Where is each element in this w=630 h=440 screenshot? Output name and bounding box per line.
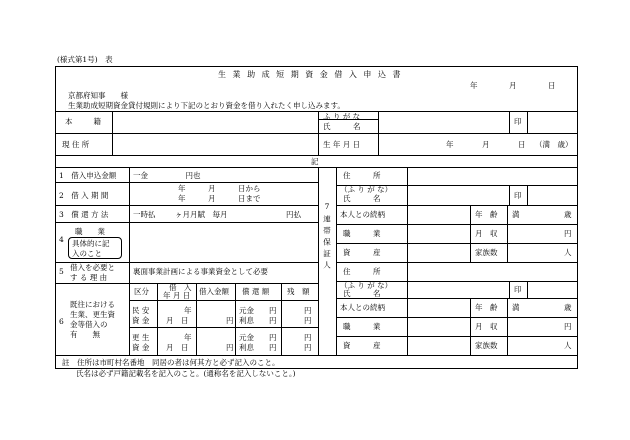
row1-type2: 資 金: [132, 316, 150, 325]
g1-nenrei: 年 齢: [475, 210, 498, 219]
divider: [336, 336, 578, 337]
item3-value3: 円払: [286, 210, 301, 219]
row2-yen: 円: [226, 343, 234, 352]
divider: [55, 222, 318, 223]
g1-jusho: 住 所: [343, 171, 381, 180]
date-year: 年: [470, 81, 478, 90]
divider: [509, 281, 510, 298]
item2-label: 2 借 入 期 間: [59, 191, 109, 200]
item6-label2: 生業、更生資: [70, 310, 115, 319]
divider: [55, 182, 318, 183]
divider: [527, 111, 528, 133]
divider: [55, 205, 318, 206]
g2-sai: 歳: [564, 303, 572, 312]
row1-zan1: 円: [304, 306, 312, 315]
item6-number: 6: [59, 317, 64, 326]
g2-jusho: 住 所: [343, 267, 381, 276]
divider: [55, 133, 578, 134]
divider: [55, 111, 578, 112]
item5-value: 裏面事業計画による事業資金として必要: [133, 267, 268, 276]
g1-shokugyo: 職 業: [343, 229, 381, 238]
intro-text: 生業助成短期資金貸付規則により下記のとおり資金を借り入れたく申し込みます。: [68, 101, 345, 110]
divider: [235, 283, 236, 355]
shimei-label: 氏 名: [323, 122, 361, 131]
g1-shisan: 資 産: [343, 248, 381, 257]
row2-rishi: 利息 円: [239, 343, 277, 352]
row2-type2: 資 金: [132, 343, 150, 352]
divider: [55, 167, 578, 168]
item6-label3: 金等借入の: [70, 320, 108, 329]
divider: [336, 224, 578, 225]
divider: [527, 185, 528, 205]
divider: [470, 205, 471, 262]
g2-seal: 印: [514, 285, 522, 294]
row2-type1: 更 生: [132, 333, 150, 342]
form-number: (様式第1号) 表: [57, 55, 113, 64]
divider: [336, 205, 578, 206]
g2-furigana: （ふ り が な）: [340, 281, 393, 290]
honseki-label: 本 籍: [65, 117, 103, 126]
col-kariire-1: 借 入: [169, 283, 192, 292]
divider: [336, 167, 337, 355]
divider: [196, 283, 197, 355]
age-paren: （満 歳）: [535, 140, 573, 149]
birthdate-day: 日: [518, 140, 526, 149]
g2-zokugara: 本人との続柄: [340, 303, 385, 312]
col-zan: 残 額: [287, 287, 310, 296]
divider: [55, 155, 578, 156]
divider: [318, 167, 319, 355]
guarantor-label: 7連帯保証人: [322, 202, 332, 273]
row1-rishi: 利息 円: [239, 316, 277, 325]
row1-md: 月 日: [166, 316, 189, 325]
divider: [509, 185, 510, 205]
row1-type1: 民 安: [132, 306, 150, 315]
birthdate-month: 月: [482, 140, 490, 149]
divider: [470, 298, 471, 355]
g1-nenshu: 月 収: [475, 229, 498, 238]
item4-number: 4: [59, 235, 64, 244]
divider: [527, 281, 528, 298]
g2-shisan: 資 産: [343, 341, 381, 350]
date-month: 月: [509, 81, 517, 90]
item4-label: 職 業: [75, 227, 105, 236]
g1-shimei: 氏 名: [343, 194, 381, 203]
row1-year: 年: [184, 306, 192, 315]
col-shokan: 償 還 額: [242, 287, 270, 296]
item1-value: 一金 円也: [133, 171, 201, 180]
g2-shimei: 氏 名: [343, 289, 381, 298]
g1-kazoku: 家族数: [475, 248, 498, 257]
note-1: 註 住所は市町村名番地 同居の者は何其方と必ず記入のこと。: [62, 358, 280, 367]
item6-label1: 既往における: [70, 300, 115, 309]
date-day: 日: [548, 81, 556, 90]
divider: [336, 262, 578, 263]
item1-label: 1 借入申込金額: [59, 171, 117, 180]
item5-label2: す る 理 由: [70, 273, 108, 282]
item4-note2: 入のこと: [72, 249, 102, 258]
col-kariire-2: 年 月 日: [163, 291, 191, 300]
row1-yen: 円: [226, 316, 234, 325]
form-title: 生 業 助 成 短 期 資 金 借 入 申 込 書: [218, 70, 403, 79]
g2-shokugyo: 職 業: [343, 322, 381, 331]
row1-gankin: 元金 円: [239, 306, 277, 315]
row2-md: 月 日: [166, 343, 189, 352]
g2-man: 満: [512, 303, 520, 312]
g1-zokugara: 本人との続柄: [340, 210, 385, 219]
divider: [281, 283, 282, 355]
divider: [507, 205, 508, 262]
note-2: 氏名は必ず戸籍記載名を記入のこと。(通称名を記入しないこと。): [76, 369, 296, 378]
g2-en: 円: [564, 322, 572, 331]
item2-line2: 年 月 日まで: [178, 194, 261, 203]
g2-nenshu: 月 収: [475, 322, 498, 331]
g2-nenrei: 年 齢: [475, 303, 498, 312]
divider: [507, 298, 508, 355]
row2-gankin: 元金 円: [239, 333, 277, 342]
g2-kazoku: 家族数: [475, 341, 498, 350]
divider: [129, 300, 318, 301]
divider: [407, 167, 408, 355]
item3-value1: 一時払: [133, 210, 156, 219]
divider: [336, 243, 578, 244]
col-kubun: 区分: [134, 287, 149, 296]
g1-seal: 印: [514, 191, 522, 200]
furigana-label: ふ り が な: [323, 112, 361, 121]
item3-value2: ヶ月月賦 毎月: [175, 210, 228, 219]
row1-zan2: 円: [304, 316, 312, 325]
g1-furigana: （ふ り が な）: [340, 185, 393, 194]
item5-label1: 借入を必要と: [70, 263, 115, 272]
birthdate-label: 生 年 月 日: [323, 140, 361, 149]
row2-year: 年: [184, 333, 192, 342]
row2-zan1: 円: [304, 333, 312, 342]
g1-nin: 人: [564, 248, 572, 257]
divider: [336, 317, 578, 318]
g1-man: 満: [512, 210, 520, 219]
item4-note1: 具体的に記: [72, 239, 110, 248]
g1-sai: 歳: [564, 210, 572, 219]
item6-label4: 有 無: [70, 330, 100, 339]
item5-number: 5: [59, 267, 64, 276]
addressee: 京都府知事 様: [68, 91, 128, 100]
divider: [157, 283, 158, 355]
divider: [55, 355, 578, 356]
divider: [336, 298, 578, 299]
divider: [129, 327, 318, 328]
col-amount: 借入金額: [199, 287, 229, 296]
g1-en: 円: [564, 229, 572, 238]
g2-nin: 人: [564, 341, 572, 350]
birthdate-year: 年: [446, 140, 454, 149]
ki-heading: 記: [311, 157, 319, 166]
item2-line1: 年 月 日から: [178, 184, 261, 193]
seal-mark: 印: [514, 117, 522, 126]
row2-zan2: 円: [304, 343, 312, 352]
divider: [509, 111, 510, 133]
item3-label: 3 償 還 方 法: [59, 210, 109, 219]
genjusho-label: 現 住 所: [62, 140, 90, 149]
